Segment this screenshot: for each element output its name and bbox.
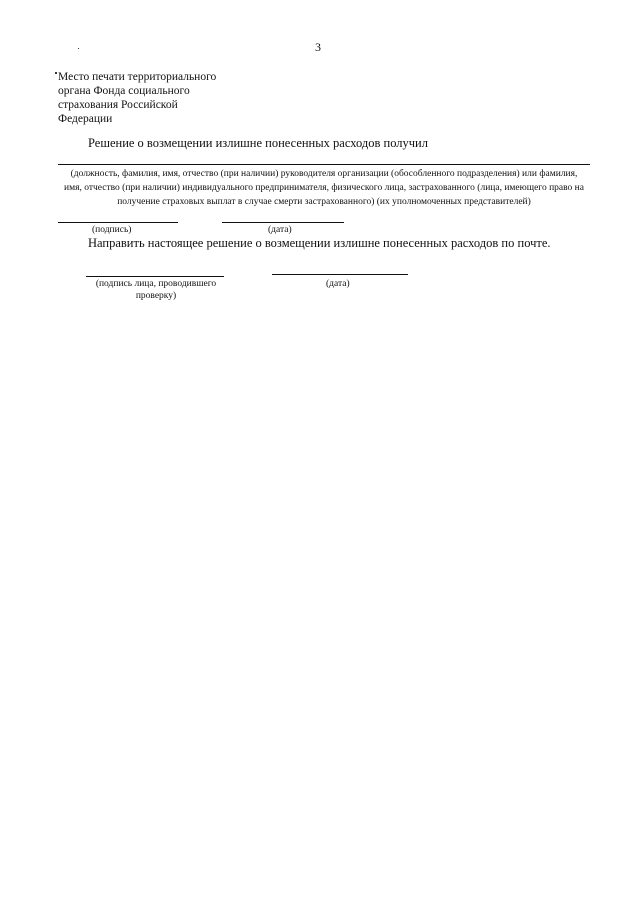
verifier-signature-label <box>86 278 226 302</box>
verifier-signature-line <box>86 276 224 277</box>
recipient-caption-line: имя, отчество (при наличии) индивидуального предпринимателя, физического лица, застрахованного (лица, имеющего право на <box>64 183 584 193</box>
scan-speck <box>55 72 57 74</box>
decision-received-text: Решение о возмещении излишне понесенных расходов получил <box>88 136 428 150</box>
stamp-place-line: страхования Российской <box>58 99 178 111</box>
verifier-date-line <box>272 274 408 275</box>
recipient-signature-label: (подпись) <box>92 225 132 235</box>
scan-speck <box>78 48 79 49</box>
recipient-date-line <box>222 222 344 223</box>
page-number: 3 <box>315 40 321 54</box>
stamp-place-note <box>58 70 228 126</box>
recipient-caption <box>58 167 590 209</box>
recipient-line <box>58 164 590 165</box>
verifier-date-label: (дата) <box>326 279 350 289</box>
send-decision-text: Направить настоящее решение о возмещении излишне понесенных расходов по почте. <box>88 236 551 250</box>
recipient-date-label: (дата) <box>268 225 292 235</box>
verifier-signature-label-line: проверку) <box>135 291 177 301</box>
recipient-caption-line: получение страховых выплат в случае смерти застрахованного) (их уполномоченных представителей) <box>117 197 531 207</box>
stamp-place-line: органа Фонда социального <box>58 85 190 97</box>
stamp-place-line: Федерации <box>58 113 113 125</box>
recipient-caption-line: (должность, фамилия, имя, отчество (при наличии) руководителя организации (обособленного подразделения) или фамилия, <box>70 169 578 179</box>
recipient-signature-line <box>58 222 178 223</box>
stamp-place-line: Место печати территориального <box>58 71 217 83</box>
verifier-signature-label-line: (подпись лица, проводившего <box>95 279 217 289</box>
